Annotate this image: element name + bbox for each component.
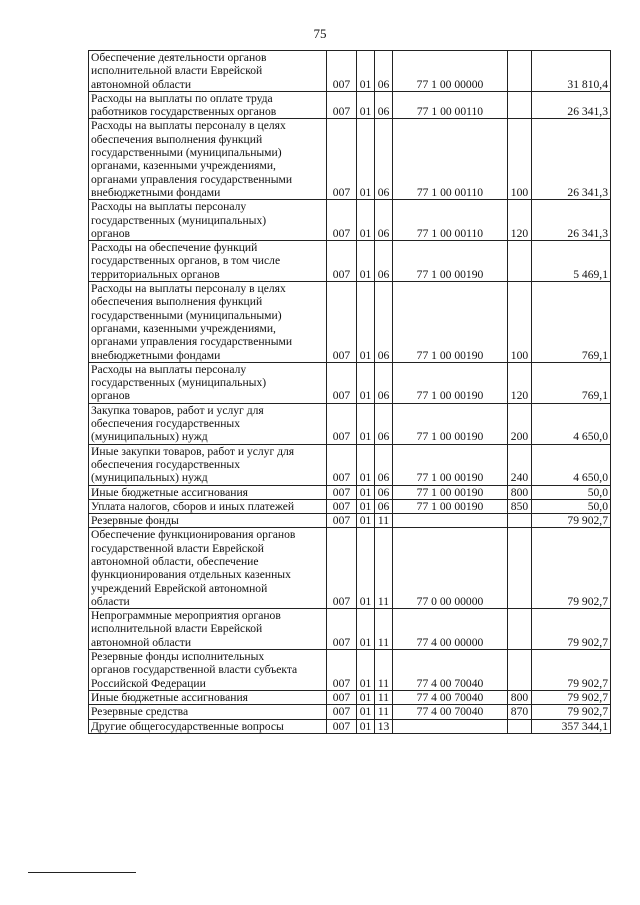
table-row [89,719,611,733]
subsection-code-cell: 06 [375,403,393,444]
amount-cell: 769,1 [532,362,611,403]
expense-type-code-cell [508,650,532,691]
ministry-code-cell: 007 [327,241,357,282]
expense-type-code-cell: 850 [508,499,532,513]
expense-type-code-cell [508,528,532,609]
row-name-cell: Расходы на выплаты персоналу в целях обеспечения выполнения функций государственными (муниципальными) органами, казенными учреждениями, органами управления государственными внебюджетными фондами [89,282,327,363]
subsection-code-cell: 06 [375,241,393,282]
section-code-cell: 01 [357,241,375,282]
subsection-code-cell: 06 [375,362,393,403]
table-row [89,650,611,691]
row-name-cell: Резервные фонды исполнительных органов государственной власти субъекта Российской Федерации [89,650,327,691]
amount-cell: 79 902,7 [532,514,611,528]
expense-type-code-cell: 800 [508,485,532,499]
table-body [89,51,611,734]
section-code-cell: 01 [357,282,375,363]
subsection-code-cell: 06 [375,200,393,241]
target-article-code-cell: 77 1 00 00110 [393,200,508,241]
section-code-cell: 01 [357,403,375,444]
ministry-code-cell: 007 [327,485,357,499]
expense-type-code-cell: 800 [508,690,532,704]
target-article-code-cell: 77 4 00 00000 [393,609,508,650]
section-code-cell: 01 [357,362,375,403]
table-row [89,91,611,119]
target-article-code-cell [393,514,508,528]
target-article-code-cell [393,719,508,733]
amount-cell: 79 902,7 [532,528,611,609]
expense-type-code-cell: 240 [508,444,532,485]
section-code-cell: 01 [357,690,375,704]
subsection-code-cell: 11 [375,528,393,609]
row-name-cell: Расходы на выплаты по оплате труда работников государственных органов [89,91,327,119]
table-row [89,362,611,403]
table-row [89,200,611,241]
section-code-cell: 01 [357,485,375,499]
ministry-code-cell: 007 [327,200,357,241]
page-number: 75 [313,26,327,41]
ministry-code-cell: 007 [327,282,357,363]
subsection-code-cell: 06 [375,91,393,119]
expense-type-code-cell [508,514,532,528]
ministry-code-cell: 007 [327,499,357,513]
expense-type-code-cell [508,719,532,733]
target-article-code-cell: 77 4 00 70040 [393,705,508,719]
subsection-code-cell: 06 [375,444,393,485]
expense-type-code-cell: 120 [508,200,532,241]
subsection-code-cell: 06 [375,119,393,200]
row-name-cell: Иные бюджетные ассигнования [89,485,327,499]
row-name-cell: Резервные средства [89,705,327,719]
ministry-code-cell: 007 [327,705,357,719]
target-article-code-cell: 77 1 00 00190 [393,362,508,403]
ministry-code-cell: 007 [327,514,357,528]
ministry-code-cell: 007 [327,444,357,485]
subsection-code-cell: 11 [375,609,393,650]
row-name-cell: Уплата налогов, сборов и иных платежей [89,499,327,513]
section-code-cell: 01 [357,650,375,691]
amount-cell: 31 810,4 [532,51,611,92]
table-row [89,705,611,719]
table-row [89,514,611,528]
target-article-code-cell: 77 4 00 70040 [393,650,508,691]
amount-cell: 79 902,7 [532,690,611,704]
amount-cell: 50,0 [532,485,611,499]
subsection-code-cell: 06 [375,499,393,513]
target-article-code-cell: 77 1 00 00110 [393,91,508,119]
subsection-code-cell: 11 [375,690,393,704]
expense-type-code-cell: 100 [508,282,532,363]
ministry-code-cell: 007 [327,119,357,200]
ministry-code-cell: 007 [327,719,357,733]
ministry-code-cell: 007 [327,650,357,691]
row-name-cell: Иные бюджетные ассигнования [89,690,327,704]
section-code-cell: 01 [357,514,375,528]
table-row [89,528,611,609]
row-name-cell: Резервные фонды [89,514,327,528]
target-article-code-cell: 77 1 00 00110 [393,119,508,200]
section-code-cell: 01 [357,499,375,513]
amount-cell: 5 469,1 [532,241,611,282]
amount-cell: 4 650,0 [532,403,611,444]
section-code-cell: 01 [357,705,375,719]
amount-cell: 50,0 [532,499,611,513]
footnote-divider [28,872,136,873]
expense-type-code-cell [508,51,532,92]
table-row [89,403,611,444]
amount-cell: 79 902,7 [532,609,611,650]
amount-cell: 4 650,0 [532,444,611,485]
table-row [89,499,611,513]
table-row [89,51,611,92]
expense-type-code-cell: 200 [508,403,532,444]
section-code-cell: 01 [357,719,375,733]
section-code-cell: 01 [357,444,375,485]
table-row [89,609,611,650]
table-row [89,119,611,200]
expense-type-code-cell [508,609,532,650]
expense-type-code-cell: 100 [508,119,532,200]
table-row [89,241,611,282]
row-name-cell: Обеспечение функционирования органов государственной власти Еврейской автономной области, обеспечение функционирования отдельных казенных учреждений Еврейской автономной области [89,528,327,609]
target-article-code-cell: 77 0 00 00000 [393,528,508,609]
section-code-cell: 01 [357,91,375,119]
target-article-code-cell: 77 1 00 00190 [393,485,508,499]
section-code-cell: 01 [357,119,375,200]
target-article-code-cell: 77 4 00 70040 [393,690,508,704]
ministry-code-cell: 007 [327,362,357,403]
table-row [89,485,611,499]
row-name-cell: Расходы на выплаты персоналу государственных (муниципальных) органов [89,200,327,241]
target-article-code-cell: 77 1 00 00190 [393,499,508,513]
row-name-cell: Непрограммные мероприятия органов исполнительной власти Еврейской автономной области [89,609,327,650]
row-name-cell: Расходы на выплаты персоналу в целях обеспечения выполнения функций государственными (муниципальными) органами, казенными учреждениями, органами управления государственными внебюджетными фондами [89,119,327,200]
ministry-code-cell: 007 [327,403,357,444]
section-code-cell: 01 [357,609,375,650]
subsection-code-cell: 06 [375,485,393,499]
amount-cell: 26 341,3 [532,119,611,200]
target-article-code-cell: 77 1 00 00190 [393,282,508,363]
amount-cell: 79 902,7 [532,650,611,691]
ministry-code-cell: 007 [327,690,357,704]
target-article-code-cell: 77 1 00 00000 [393,51,508,92]
table-row [89,444,611,485]
subsection-code-cell: 06 [375,282,393,363]
amount-cell: 769,1 [532,282,611,363]
target-article-code-cell: 77 1 00 00190 [393,444,508,485]
ministry-code-cell: 007 [327,609,357,650]
ministry-code-cell: 007 [327,51,357,92]
row-name-cell: Обеспечение деятельности органов исполнительной власти Еврейской автономной области [89,51,327,92]
subsection-code-cell: 11 [375,705,393,719]
section-code-cell: 01 [357,528,375,609]
expense-type-code-cell: 870 [508,705,532,719]
expense-type-code-cell: 120 [508,362,532,403]
target-article-code-cell: 77 1 00 00190 [393,403,508,444]
ministry-code-cell: 007 [327,91,357,119]
amount-cell: 357 344,1 [532,719,611,733]
expense-type-code-cell [508,91,532,119]
table-row [89,690,611,704]
subsection-code-cell: 13 [375,719,393,733]
subsection-code-cell: 11 [375,650,393,691]
row-name-cell: Другие общегосударственные вопросы [89,719,327,733]
amount-cell: 79 902,7 [532,705,611,719]
amount-cell: 26 341,3 [532,200,611,241]
ministry-code-cell: 007 [327,528,357,609]
row-name-cell: Расходы на выплаты персоналу государственных (муниципальных) органов [89,362,327,403]
amount-cell: 26 341,3 [532,91,611,119]
table-row [89,282,611,363]
subsection-code-cell: 11 [375,514,393,528]
expense-type-code-cell [508,241,532,282]
row-name-cell: Закупка товаров, работ и услуг для обеспечения государственных (муниципальных) нужд [89,403,327,444]
section-code-cell: 01 [357,51,375,92]
subsection-code-cell: 06 [375,51,393,92]
row-name-cell: Иные закупки товаров, работ и услуг для обеспечения государственных (муниципальных) нужд [89,444,327,485]
row-name-cell: Расходы на обеспечение функций государственных органов, в том числе территориальных органов [89,241,327,282]
target-article-code-cell: 77 1 00 00190 [393,241,508,282]
budget-table [88,50,611,734]
section-code-cell: 01 [357,200,375,241]
